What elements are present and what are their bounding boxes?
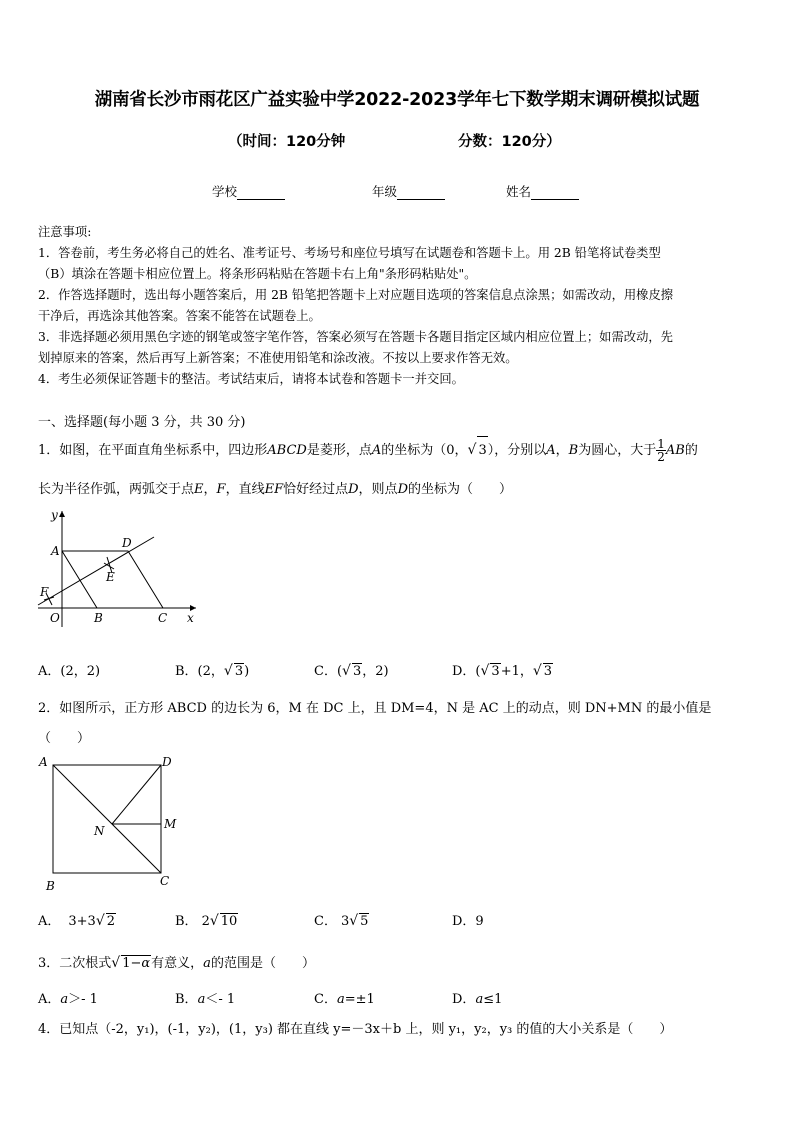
notice-line: 2．作答选择题时，选出每小题答案后，用 2B 铅笔把答题卡上对应题目选项的答案信息点涂黑；如需改动，用橡皮擦 xyxy=(38,288,674,302)
label-c: C xyxy=(158,611,168,625)
question-2-figure xyxy=(36,750,186,896)
school-field xyxy=(212,182,285,200)
q1-option-c[interactable]: C．(√ 3，2) xyxy=(314,663,389,679)
grade-field xyxy=(372,182,445,200)
q1-option-d[interactable]: D．(√ 3+1，√ 3 xyxy=(452,663,553,679)
question-1-figure xyxy=(36,505,206,630)
segment-dn xyxy=(112,765,161,824)
q1-option-b[interactable]: B．(2，√ 3) xyxy=(175,663,250,679)
school-blank xyxy=(237,187,285,200)
exam-score: 分数：120分） xyxy=(458,134,561,150)
name-blank xyxy=(531,187,579,200)
q1-option-a[interactable]: A．(2，2) xyxy=(38,664,101,679)
question-4: 4．已知点（-2，y₁)，(-1，y₂)，(1，y₃) 都在直线 y=－3x＋b 上，则 y₁，y₂，y₃ 的值的大小关系是（ ） xyxy=(38,1022,673,1037)
question-2-line-1: 2．如图所示，正方形 ABCD 的边长为 6，M 在 DC 上，且 DM=4，N 是 AC 上的动点，则 DN+MN 的最小值是 xyxy=(38,701,712,716)
y-axis-arrow xyxy=(59,511,65,517)
q3-option-a[interactable]: A．a＞- 1 xyxy=(38,992,98,1007)
notice-line: 3．非选择题必须用黑色字迹的钢笔或签字笔作答，答案必须写在答题卡各题目指定区域内相应位置上；如需改动，先 xyxy=(38,330,673,344)
q2-option-c[interactable]: C． 3√ 5 xyxy=(314,913,369,929)
section-heading: 一、选择题(每小题 3 分，共 30 分) xyxy=(38,415,246,430)
name-field xyxy=(506,182,579,200)
label-x: x xyxy=(187,611,194,625)
label-o: O xyxy=(50,611,60,625)
page-title: 湖南省长沙市雨花区广益实验中学2022-2023学年七下数学期末调研模拟试题 xyxy=(94,90,700,110)
label-e: E xyxy=(106,570,115,584)
question-1-line-1: 1．如图，在平面直角坐标系中，四边形ABCD是菱形，点A的坐标为（0，√ 3），分别以A，B为圆心，大于 $\frac{1}{2}$ AB的 xyxy=(38,437,698,464)
label-a: A xyxy=(39,755,48,769)
label-b: B xyxy=(94,611,103,625)
label-d: D xyxy=(122,536,132,550)
q2-option-d[interactable]: D．9 xyxy=(452,914,484,929)
grade-blank xyxy=(397,187,445,200)
question-2-line-2: （ ） xyxy=(38,731,91,746)
q3-option-c[interactable]: C．a=±1 xyxy=(314,992,375,1007)
notice-line: 4．考生必须保证答题卡的整洁。考试结束后，请将本试卷和答题卡一并交回。 xyxy=(38,372,464,386)
notice-line: （B）填涂在答题卡相应位置上。将条形码粘贴在答题卡右上角"条形码粘贴处"。 xyxy=(38,267,477,281)
question-3: 3．二次根式√ 1−α有意义，a的范围是（ ） xyxy=(38,955,315,971)
label-c: C xyxy=(160,874,170,888)
label-b: B xyxy=(46,879,55,893)
sqrt-sign: √ xyxy=(467,442,477,458)
grade-label: 年级 xyxy=(372,184,398,199)
label-d: D xyxy=(162,755,172,769)
fraction-half: $\frac{1}{2}$ xyxy=(657,437,665,464)
q3-option-d[interactable]: D．a≤1 xyxy=(452,992,503,1007)
name-label: 姓名 xyxy=(506,184,532,199)
exam-time: （时间：120分钟 xyxy=(228,134,346,150)
q2-option-b[interactable]: B． 2√ 10 xyxy=(175,913,238,929)
label-f: F xyxy=(40,585,49,599)
label-y: y xyxy=(51,508,58,522)
notice-line: 1．答卷前，考生务必将自己的姓名、准考证号、考场号和座位号填写在试题卷和答题卡上。用 2B 铅笔将试卷类型 xyxy=(38,246,661,260)
q3-option-b[interactable]: B．a＜- 1 xyxy=(175,992,236,1007)
notice-heading: 注意事项: xyxy=(38,225,92,239)
school-label: 学校 xyxy=(212,184,238,199)
q2-option-a[interactable]: A． 3+3√ 2 xyxy=(38,913,116,929)
diagonal-ac xyxy=(53,765,161,873)
question-1-line-2: 长为半径作弧，两弧交于点E，F，直线EF恰好经过点D，则点D的坐标为（ ） xyxy=(38,482,513,497)
notice-line: 划掉原来的答案，然后再写上新答案；不准使用铅笔和涂改液。不按以上要求作答无效。 xyxy=(38,351,518,365)
label-n: N xyxy=(94,824,105,838)
label-a: A xyxy=(51,544,60,558)
notice-line: 干净后，再选涂其他答案。答案不能答在试题卷上。 xyxy=(38,309,321,323)
label-m: M xyxy=(164,817,177,831)
